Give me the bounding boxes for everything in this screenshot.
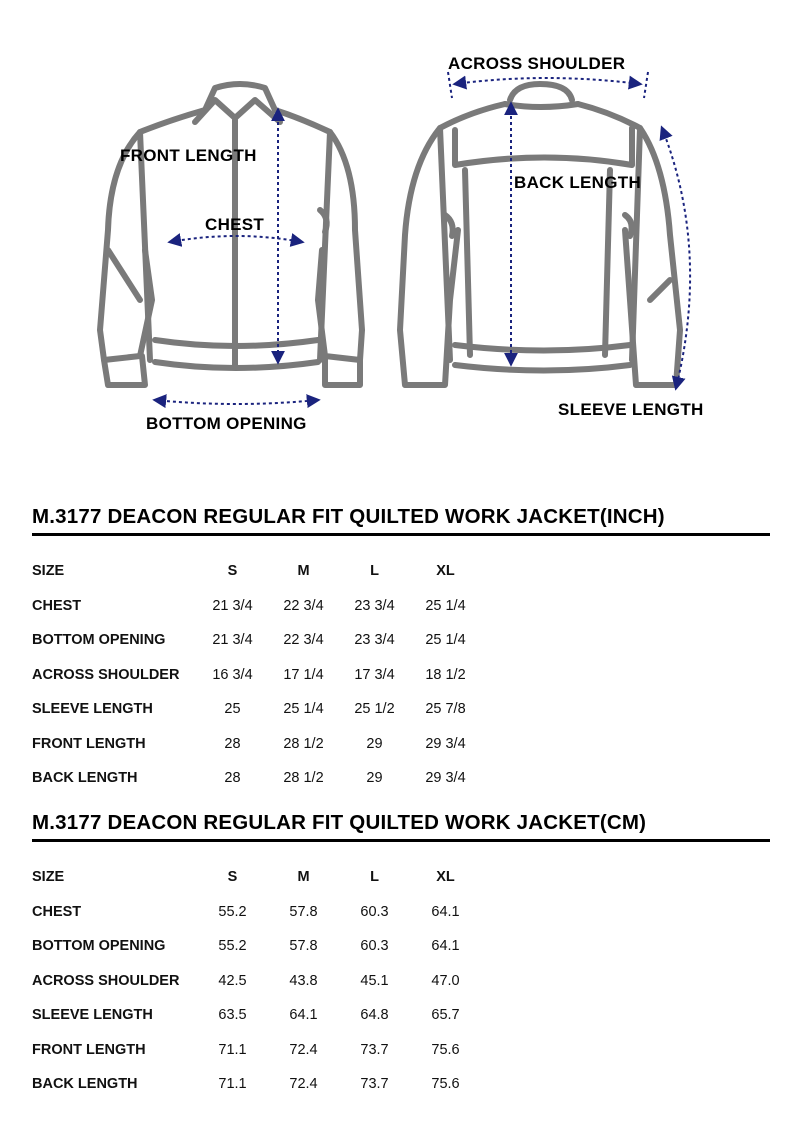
- table-cell: 65.7: [431, 1007, 460, 1024]
- section-divider: [32, 839, 770, 842]
- table-cell: 60.3: [360, 903, 389, 920]
- table-cell: 47.0: [431, 972, 460, 989]
- inch-size-section: [32, 505, 772, 796]
- table-cell: 17 1/4: [283, 666, 324, 683]
- table-cell: 28 1/2: [283, 770, 324, 787]
- table-cell: 73.7: [360, 1076, 389, 1093]
- chest-label: CHEST: [205, 215, 265, 234]
- table-cell: 25 7/8: [425, 701, 466, 718]
- table-cell: 64.1: [431, 938, 460, 955]
- row-label: ACROSS SHOULDER: [32, 972, 180, 989]
- table-row: [32, 895, 481, 930]
- column-header: M: [297, 563, 310, 580]
- column-header: S: [227, 869, 238, 886]
- table-row: [32, 623, 481, 658]
- cm-size-table: [32, 860, 481, 1102]
- table-row: [32, 929, 481, 964]
- column-header: XL: [436, 563, 455, 580]
- table-cell: 63.5: [218, 1007, 247, 1024]
- section-divider: [32, 533, 770, 536]
- row-label: SLEEVE LENGTH: [32, 701, 153, 718]
- column-header: SIZE: [32, 869, 65, 886]
- row-label: FRONT LENGTH: [32, 735, 146, 752]
- table-cell: 23 3/4: [354, 632, 395, 649]
- table-header-row: [32, 554, 481, 589]
- table-cell: 25: [224, 701, 241, 718]
- row-label: CHEST: [32, 903, 82, 920]
- table-row: [32, 658, 481, 693]
- table-cell: 16 3/4: [212, 666, 253, 683]
- table-row: [32, 1033, 481, 1068]
- row-label: SLEEVE LENGTH: [32, 1007, 153, 1024]
- across-shoulder-label: ACROSS SHOULDER: [448, 54, 626, 73]
- table-cell: 28 1/2: [283, 735, 324, 752]
- table-cell: 21 3/4: [212, 597, 253, 614]
- column-header: M: [297, 869, 310, 886]
- table-cell: 29: [366, 735, 383, 752]
- table-cell: 73.7: [360, 1041, 389, 1058]
- table-cell: 25 1/2: [354, 701, 395, 718]
- table-cell: 28: [224, 735, 241, 752]
- table-cell: 42.5: [218, 972, 247, 989]
- table-cell: 57.8: [289, 903, 318, 920]
- table-cell: 21 3/4: [212, 632, 253, 649]
- cm-table-title: M.3177 DEACON REGULAR FIT QUILTED WORK JACKET(CM): [32, 811, 647, 834]
- inch-size-table: [32, 554, 481, 796]
- row-label: BACK LENGTH: [32, 770, 138, 787]
- table-cell: 64.1: [431, 903, 460, 920]
- column-header: SIZE: [32, 563, 65, 580]
- table-cell: 64.1: [289, 1007, 318, 1024]
- column-header: L: [370, 563, 379, 580]
- table-cell: 17 3/4: [354, 666, 395, 683]
- table-cell: 75.6: [431, 1041, 460, 1058]
- table-cell: 45.1: [360, 972, 389, 989]
- column-header: XL: [436, 869, 455, 886]
- cm-size-section: [32, 811, 772, 1102]
- table-cell: 22 3/4: [283, 597, 324, 614]
- sleeve-length-label: SLEEVE LENGTH: [558, 400, 704, 419]
- table-row: [32, 761, 481, 796]
- table-row: [32, 727, 481, 762]
- table-cell: 22 3/4: [283, 632, 324, 649]
- measurement-diagram: [0, 0, 801, 470]
- table-cell: 55.2: [218, 903, 247, 920]
- row-label: ACROSS SHOULDER: [32, 666, 180, 683]
- row-label: CHEST: [32, 597, 82, 614]
- table-cell: 72.4: [289, 1041, 318, 1058]
- table-cell: 29 3/4: [425, 735, 466, 752]
- table-cell: 25 1/4: [425, 597, 466, 614]
- table-cell: 25 1/4: [425, 632, 466, 649]
- inch-table-title: M.3177 DEACON REGULAR FIT QUILTED WORK JACKET(INCH): [32, 505, 665, 528]
- row-label: BACK LENGTH: [32, 1076, 138, 1093]
- row-label: FRONT LENGTH: [32, 1041, 146, 1058]
- table-cell: 18 1/2: [425, 666, 466, 683]
- table-cell: 23 3/4: [354, 597, 395, 614]
- table-row: [32, 692, 481, 727]
- table-cell: 72.4: [289, 1076, 318, 1093]
- front-length-label: FRONT LENGTH: [120, 146, 257, 165]
- table-header-row: [32, 860, 481, 895]
- table-cell: 57.8: [289, 938, 318, 955]
- back-length-label: BACK LENGTH: [514, 173, 642, 192]
- table-cell: 71.1: [218, 1041, 247, 1058]
- table-cell: 75.6: [431, 1076, 460, 1093]
- column-header: S: [227, 563, 238, 580]
- table-row: [32, 589, 481, 624]
- table-cell: 71.1: [218, 1076, 247, 1093]
- table-row: [32, 998, 481, 1033]
- table-cell: 28: [224, 770, 241, 787]
- table-row: [32, 1067, 481, 1102]
- table-cell: 29: [366, 770, 383, 787]
- table-cell: 55.2: [218, 938, 247, 955]
- bottom-opening-arrow: [155, 400, 318, 404]
- table-cell: 29 3/4: [425, 770, 466, 787]
- row-label: BOTTOM OPENING: [32, 632, 166, 649]
- column-header: L: [370, 869, 379, 886]
- back-jacket-outline: [400, 84, 680, 385]
- bottom-opening-label: BOTTOM OPENING: [146, 414, 307, 433]
- table-cell: 43.8: [289, 972, 318, 989]
- table-row: [32, 964, 481, 999]
- row-label: BOTTOM OPENING: [32, 938, 166, 955]
- table-cell: 25 1/4: [283, 701, 324, 718]
- table-cell: 60.3: [360, 938, 389, 955]
- table-cell: 64.8: [360, 1007, 389, 1024]
